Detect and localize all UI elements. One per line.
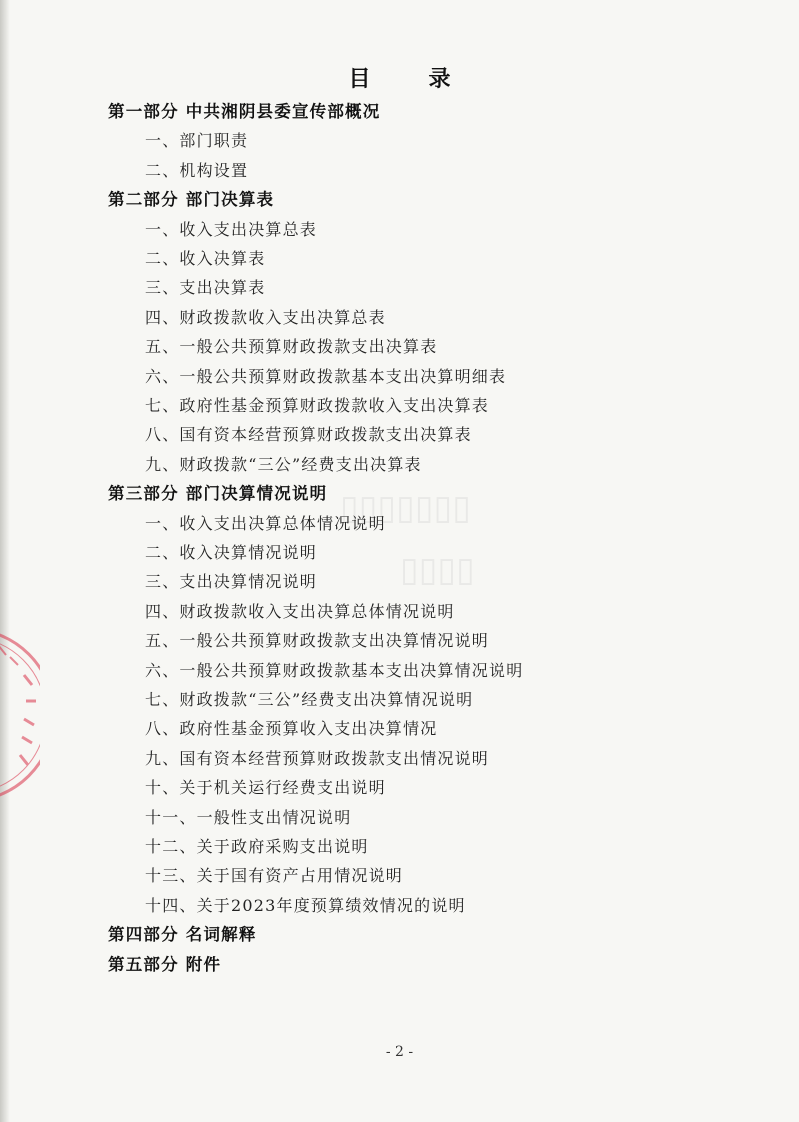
toc-entry: 十四、关于2023年度预算绩效情况的说明 [145,895,466,915]
toc-entry: 一、收入支出决算总体情况说明 [145,513,386,533]
toc-entry: 十、关于机关运行经费支出说明 [145,778,386,798]
bleed-through-mark: ▯▯▯▯ [400,550,475,590]
toc-entry: 三、支出决算表 [145,278,266,298]
bleed-through-mark: ▯▯▯▯▯▯▯ [340,488,471,528]
toc-section-heading: 第五部分 附件 [108,954,222,974]
toc-entry: 十三、关于国有资产占用情况说明 [145,866,404,886]
toc-entry: 十二、关于政府采购支出说明 [145,837,369,856]
toc-entry: 六、一般公共预算财政拨款基本支出决算情况说明 [145,660,524,680]
scan-edge-shadow [0,0,10,1122]
toc-section-heading: 第三部分 部门决算情况说明 [108,484,328,504]
toc-entry: 四、财政拨款收入支出决算总表 [145,307,386,327]
toc-entry: 七、财政拨款“三公”经费支出决算情况说明 [145,690,474,709]
toc-entry: 一、部门职责 [145,131,249,151]
toc-entry: 四、财政拨款收入支出决算总体情况说明 [145,601,455,621]
toc-section-heading: 第二部分 部门决算表 [108,190,275,210]
toc-section-heading: 第一部分 中共湘阴县委宣传部概况 [108,102,381,121]
page-title: 目 录 [348,66,469,92]
toc-entry: 五、一般公共预算财政拨款支出决算表 [145,337,438,357]
toc-entry: 一、收入支出决算总表 [145,219,318,239]
toc-entry: 九、国有资本经营预算财政拨款支出情况说明 [145,748,490,768]
toc-entry: 九、财政拨款“三公”经费支出决算表 [145,454,422,474]
toc-entry: 五、一般公共预算财政拨款支出决算情况说明 [145,631,490,651]
toc-entry: 二、收入决算情况说明 [145,543,318,562]
toc-entry: 七、政府性基金预算财政拨款收入支出决算表 [145,396,490,415]
toc-entry: 二、收入决算表 [145,249,266,268]
toc-entry: 八、政府性基金预算收入支出决算情况 [145,719,438,739]
page-number: - 2 - [385,1044,414,1060]
toc-entry: 十一、一般性支出情况说明 [145,807,352,827]
toc-entry: 八、国有资本经营预算财政拨款支出决算表 [145,425,472,445]
toc-entry: 三、支出决算情况说明 [145,572,318,592]
toc-section-heading: 第四部分 名词解释 [108,925,257,945]
toc-entry: 二、机构设置 [145,160,249,180]
toc-entry: 六、一般公共预算财政拨款基本支出决算明细表 [145,366,507,386]
red-seal-stamp [0,615,40,815]
